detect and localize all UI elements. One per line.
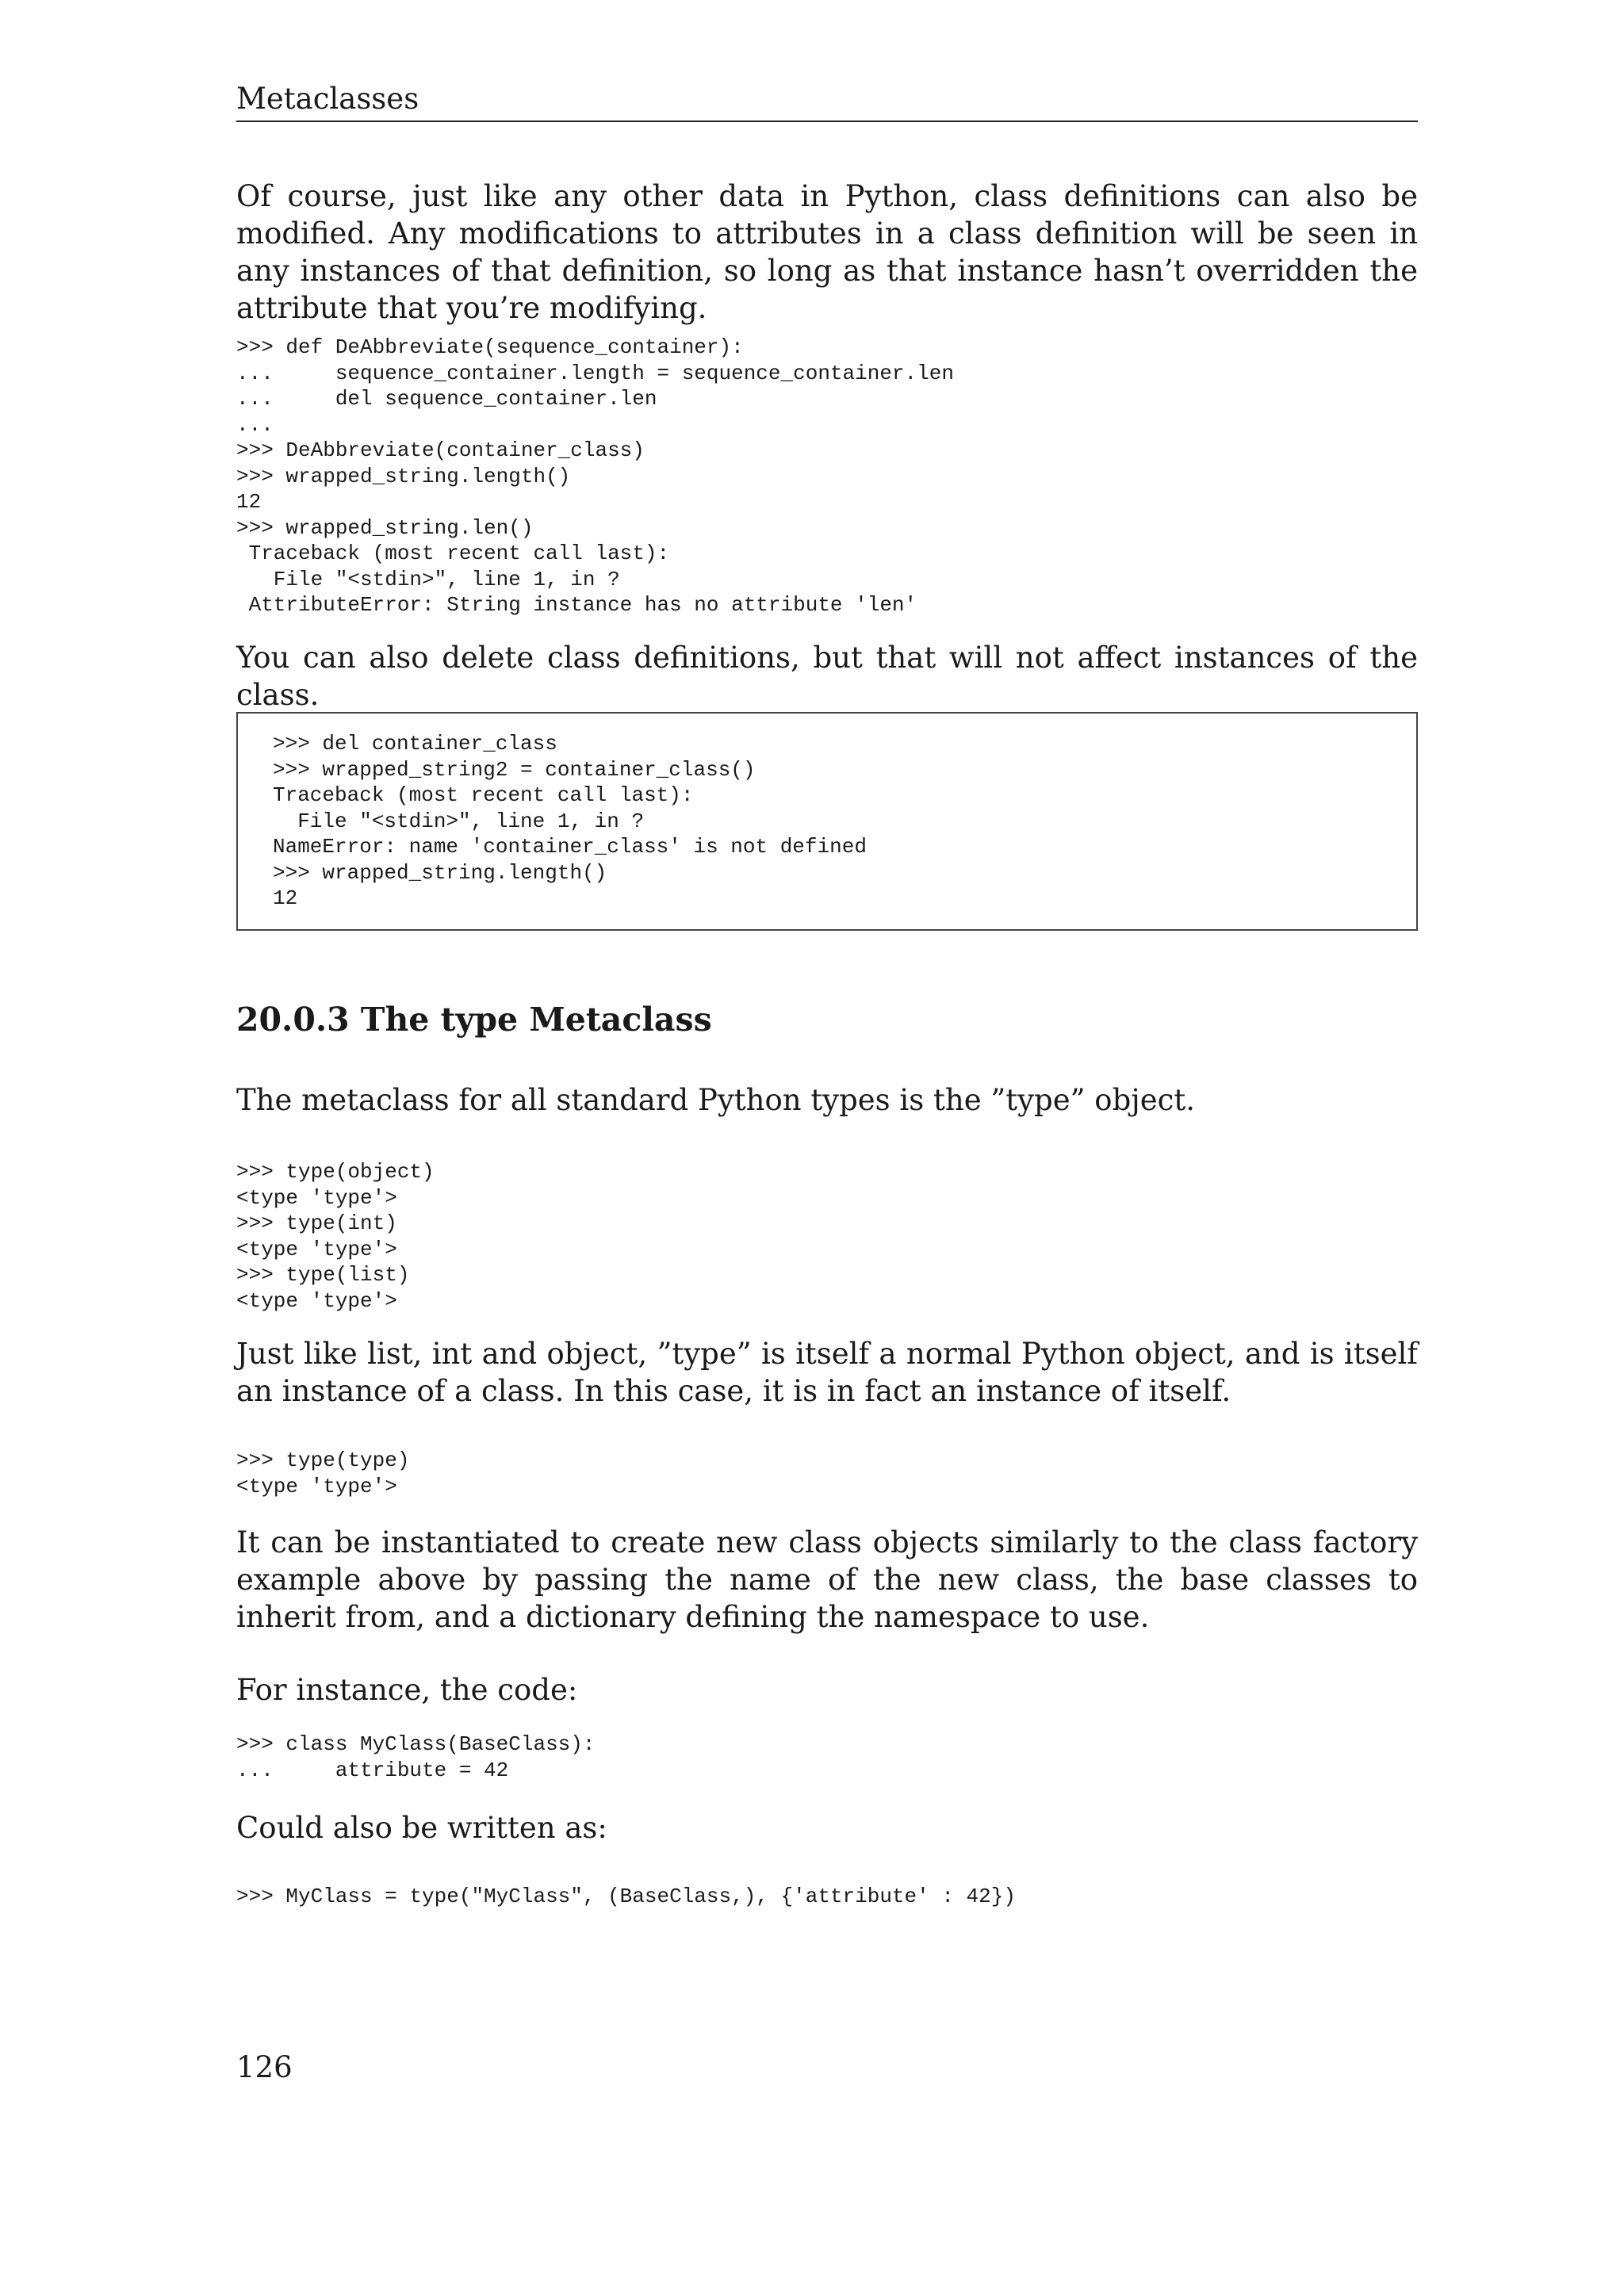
section-heading: 20.0.3 The type Metaclass <box>236 1001 712 1039</box>
code-block-type-examples <box>236 1159 435 1314</box>
code-block-deabbreviate <box>236 335 954 618</box>
code-line: ... del sequence_container.len <box>236 387 657 411</box>
code-line: AttributeError: String instance has no attribute 'len' <box>236 593 917 617</box>
code-block-class-definition <box>236 1732 595 1783</box>
code-line: >>> wrapped_string2 = container_class() <box>273 757 756 782</box>
paragraph-class-modification: Of course, just like any other data in Python, class definitions can also be modified. Any modifications to attributes in a class definition will be seen in any instances of that definition, so long as that instance hasn’t overridden the attribute that you’re modifying. <box>236 179 1418 325</box>
running-header: Metaclasses <box>236 79 1418 122</box>
code-line: File "<stdin>", line 1, in ? <box>236 567 620 591</box>
code-line: File "<stdin>", line 1, in ? <box>273 809 645 833</box>
code-line: <type 'type'> <box>236 1185 397 1210</box>
code-block-type-call <box>236 1884 1016 1910</box>
code-line: <type 'type'> <box>236 1474 397 1498</box>
code-line: >>> type(object) <box>236 1160 435 1184</box>
paragraph-type-instance: Just like list, int and object, ”type” is itself a normal Python object, and is itself an instance of a class. In this case, it is in fact an instance of itself. <box>236 1337 1418 1408</box>
code-line: >>> DeAbbreviate(container_class) <box>236 438 645 462</box>
page-number: 126 <box>236 2050 293 2084</box>
code-line: >>> type(type) <box>236 1448 410 1472</box>
code-line: ... <box>236 412 274 437</box>
code-line: NameError: name 'container_class' is not defined <box>273 835 867 859</box>
paragraph-type-object: The metaclass for all standard Python types is the ”type” object. <box>236 1083 1195 1117</box>
code-line: <type 'type'> <box>236 1237 397 1261</box>
code-line: ... attribute = 42 <box>236 1758 509 1782</box>
code-line: >>> type(int) <box>236 1211 397 1235</box>
code-line: Traceback (most recent call last): <box>273 783 694 807</box>
paragraph-delete-class: You can also delete class definitions, but that will not affect instances of the class. <box>236 641 1418 712</box>
code-line: >>> MyClass = type("MyClass", (BaseClass,), {'attribute' : 42}) <box>236 1885 1016 1908</box>
code-line: 12 <box>236 490 262 514</box>
code-line: 12 <box>273 886 298 910</box>
code-line: >>> del container_class <box>273 732 557 756</box>
code-box-delete-class <box>236 712 1418 931</box>
code-line: >>> def DeAbbreviate(sequence_container): <box>236 335 744 359</box>
code-line: >>> wrapped_string.length() <box>236 464 571 488</box>
code-line: >>> type(list) <box>236 1263 410 1287</box>
code-line: >>> class MyClass(BaseClass): <box>236 1732 596 1756</box>
code-line: >>> wrapped_string.len() <box>236 515 534 540</box>
code-line: ... sequence_container.length = sequence_container.len <box>236 361 954 385</box>
code-block-type-of-type <box>236 1448 409 1499</box>
code-block-delete-class <box>273 731 867 912</box>
paragraph-alternative: Could also be written as: <box>236 1811 607 1845</box>
code-line: <type 'type'> <box>236 1288 397 1313</box>
code-line: Traceback (most recent call last): <box>236 541 670 565</box>
paragraph-for-instance: For instance, the code: <box>236 1673 578 1707</box>
code-line: >>> wrapped_string.length() <box>273 860 607 885</box>
paragraph-instantiation: It can be instantiated to create new class objects similarly to the class factory example above by passing the name of the new class, the base classes to inherit from, and a dictionary defining the namespace to use. <box>236 1525 1418 1634</box>
